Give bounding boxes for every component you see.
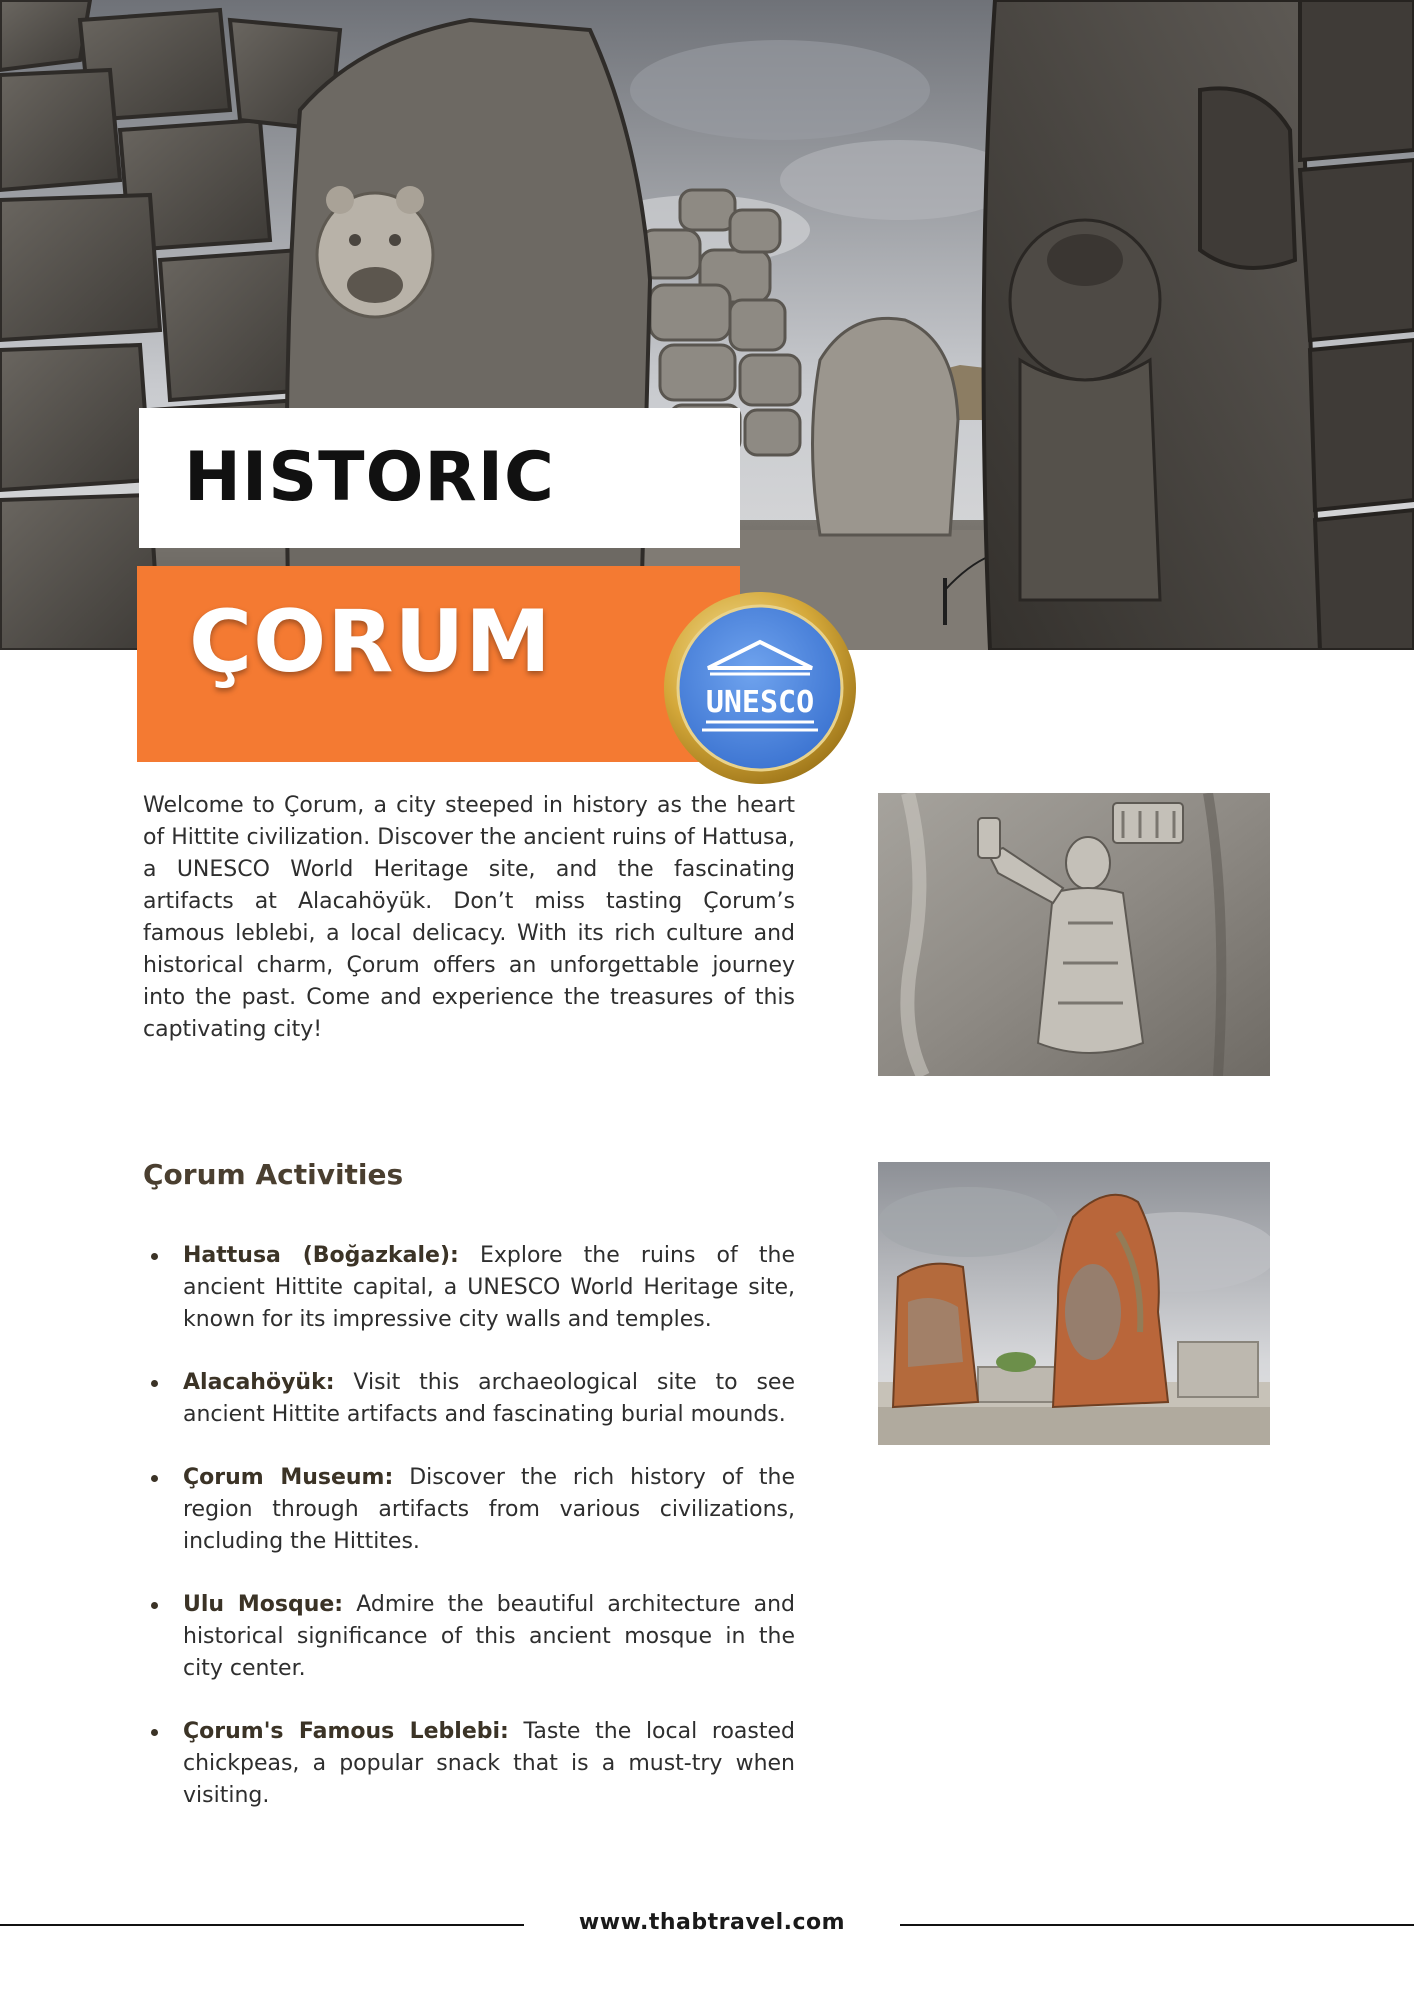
bullet-icon	[151, 1729, 158, 1736]
bullet-icon	[151, 1475, 158, 1482]
right-lion-relief	[1010, 220, 1160, 600]
title-historic-box	[139, 408, 740, 548]
activities-list	[143, 1240, 795, 1843]
activity-item-corum-museum	[143, 1462, 795, 1558]
activity-name: Çorum's Famous Leblebi:	[183, 1719, 509, 1744]
hero-photo	[0, 0, 1414, 650]
activity-description: Explore the ruins of the ancient Hittite capital, a UNESCO World Heritage site, known for its impressive city walls and temples.	[183, 1243, 795, 1332]
lion-gate-illustration	[0, 0, 1414, 650]
title-city-box	[137, 566, 740, 762]
unesco-emblem-icon	[662, 590, 858, 786]
activity-description: Taste the local roasted chickpeas, a popular snack that is a must-try when visiting.	[183, 1719, 795, 1808]
activity-name: Çorum Museum:	[183, 1465, 394, 1490]
bullet-icon	[151, 1253, 158, 1260]
activity-item-hattusa	[143, 1240, 795, 1336]
activity-name: Ulu Mosque:	[183, 1592, 344, 1617]
bullet-icon	[151, 1380, 158, 1387]
activity-description: Admire the beautiful architecture and historical significance of this ancient mosque in the city center.	[183, 1592, 795, 1681]
activity-description: Visit this archaeological site to see ancient Hittite artifacts and fascinating burial mounds.	[183, 1370, 795, 1427]
hittite-relief-photo	[878, 793, 1270, 1076]
activity-item-ulu-mosque	[143, 1589, 795, 1685]
activity-name: Hattusa (Boğazkale):	[183, 1243, 459, 1268]
unesco-badge	[662, 590, 858, 786]
title-city: ÇORUM	[189, 592, 552, 692]
bullet-icon	[151, 1602, 158, 1609]
activity-item-leblebi	[143, 1716, 795, 1812]
footer-divider-left	[0, 1924, 524, 1926]
footer-divider-right	[900, 1924, 1414, 1926]
activity-name: Alacahöyük:	[183, 1370, 335, 1395]
activities-heading: Çorum Activities	[143, 1158, 404, 1191]
title-historic: HISTORIC	[184, 438, 555, 517]
sphinx-gate-photo	[878, 1162, 1270, 1445]
unesco-text: UNESCO	[705, 685, 815, 720]
activity-item-alacahoyuk	[143, 1367, 795, 1431]
activity-description: Discover the rich history of the region through artifacts from various civilizations, including the Hittites.	[183, 1465, 795, 1554]
intro-paragraph: Welcome to Çorum, a city steeped in history as the heart of Hittite civilization. Discover the ancient ruins of Hattusa, a UNESCO World Heritage site, and the fascinating artifacts at Alacahöyük. Don’t miss tasting Çorum’s famous leblebi, a local delicacy. With its rich culture and historical charm, Çorum offers an unforgettable journey into the past. Come and experience the treasures of this captivating city!	[143, 793, 795, 1042]
footer-website-link[interactable]: www.thabtravel.com	[578, 1910, 846, 1935]
left-lion-head	[317, 186, 433, 317]
